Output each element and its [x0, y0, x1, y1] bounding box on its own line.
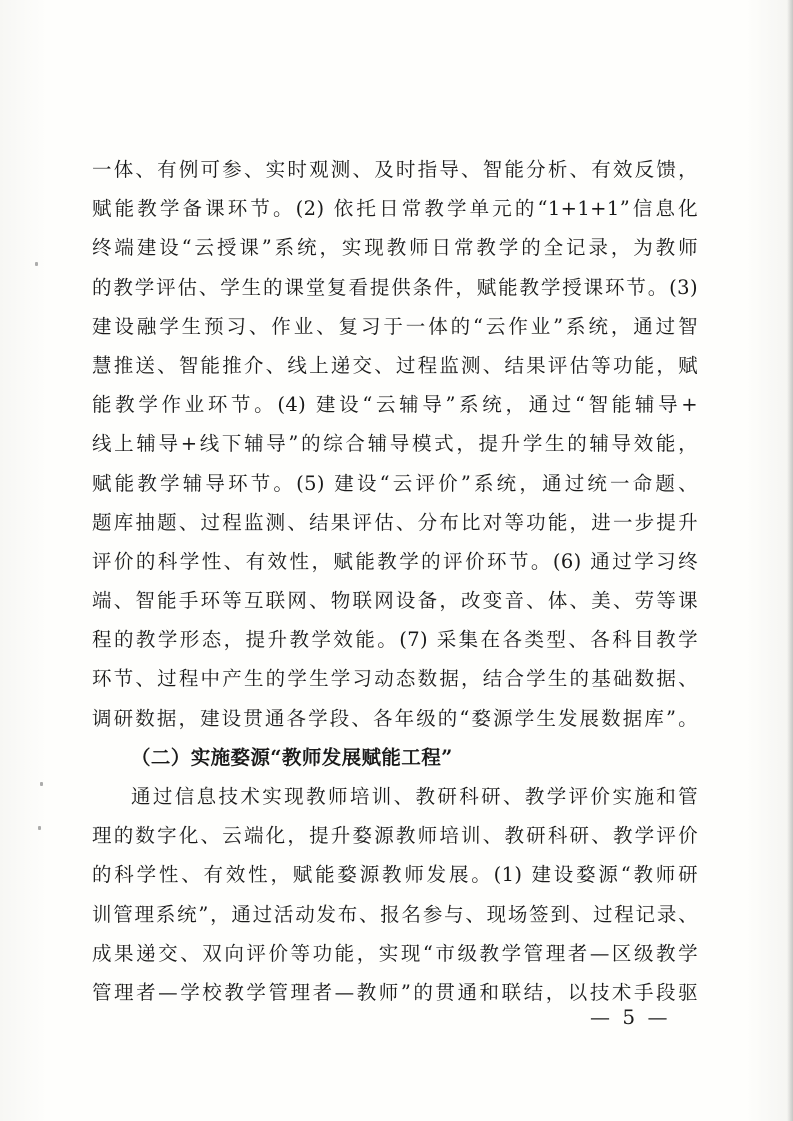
text-line: 能教学作业环节。(4) 建设“云辅导”系统，通过“智能辅导+	[92, 393, 698, 417]
text-line: 通过信息技术实现教师培训、教研科研、教学评价实施和管	[131, 785, 698, 808]
body-text	[92, 150, 698, 1012]
text-line: 训管理系统”，通过活动发布、报名参与、现场签到、过程记录、	[92, 902, 698, 926]
text-line: 成果递交、双向评价等功能，实现“市级教学管理者—区级教学	[92, 941, 698, 965]
text-line: 赋能教学辅导环节。(5) 建设“云评价”系统，通过统一命题、	[92, 471, 698, 495]
scan-speck	[38, 826, 41, 830]
scan-edge-shadow	[787, 0, 793, 1121]
text-line: 端、智能手环等互联网、物联网设备，改变音、体、美、劳等课	[92, 589, 698, 613]
text-line: 题库抽题、过程监测、结果评估、分布比对等功能，进一步提升	[92, 510, 698, 534]
section-heading: （二）实施婺源“教师发展赋能工程”	[131, 745, 453, 769]
text-line: 评价的科学性、有效性，赋能教学的评价环节。(6) 通过学习终	[92, 549, 698, 573]
text-line: 的教学评估、学生的课堂复看提供条件，赋能教学授课环节。(3)	[92, 275, 698, 299]
text-line: 慧推送、智能推介、线上递交、过程监测、结果评估等功能，赋	[92, 353, 698, 377]
text-line: 赋能教学备课环节。(2) 依托日常教学单元的“1+1+1”信息化	[92, 197, 698, 221]
text-line: 程的教学形态，提升教学效能。(7) 采集在各类型、各科目教学	[92, 628, 698, 652]
text-line: 理的数字化、云端化，提升婺源教师培训、教研科研、教学评价	[92, 824, 698, 848]
page-number: — 5 —	[590, 1005, 671, 1029]
scan-speck	[35, 262, 38, 266]
text-line: 环节、过程中产生的学生学习动态数据，结合学生的基础数据、	[92, 667, 698, 691]
text-line: 管理者—学校教学管理者—教师”的贯通和联结，以技术手段驱	[92, 980, 698, 1004]
text-line: 建设融学生预习、作业、复习于一体的“云作业”系统，通过智	[92, 314, 698, 338]
text-line: 线上辅导+线下辅导”的综合辅导模式，提升学生的辅导效能，	[92, 432, 698, 456]
text-line: 调研数据，建设贯通各学段、各年级的“婺源学生发展数据库”。	[92, 706, 698, 730]
text-line: 的科学性、有效性，赋能婺源教师发展。(1) 建设婺源“教师研	[92, 863, 698, 887]
scan-speck	[40, 782, 43, 786]
text-line: 终端建设“云授课”系统，实现教师日常教学的全记录，为教师	[92, 236, 698, 260]
text-line: 一体、有例可参、实时观测、及时指导、智能分析、有效反馈，	[92, 158, 698, 181]
